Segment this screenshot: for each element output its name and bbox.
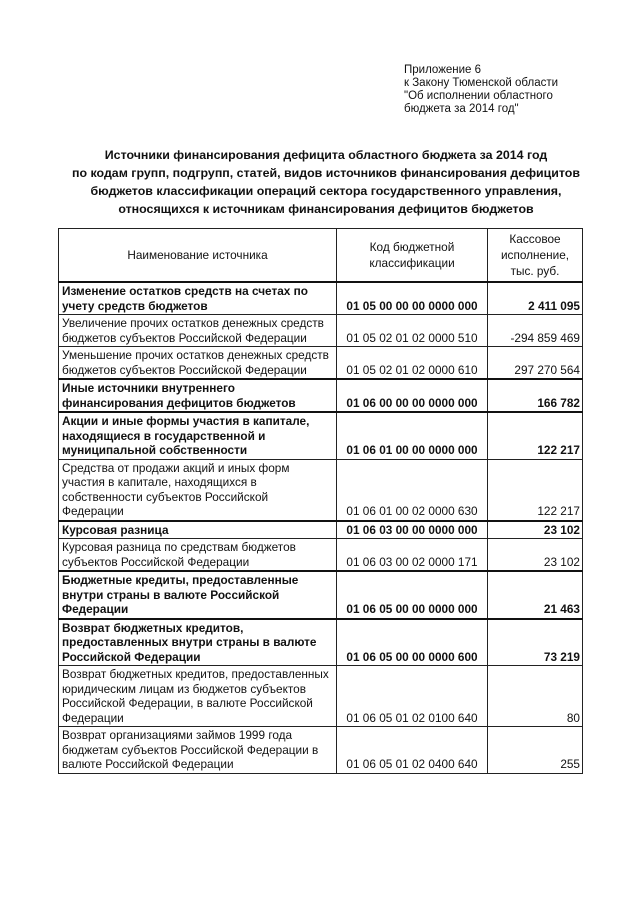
cell-budget-code: 01 06 03 00 02 0000 171 <box>337 539 488 572</box>
cell-amount: -294 859 469 <box>488 315 583 347</box>
cell-source-name: Акции и иные формы участия в капитале, находящиеся в государственной и муниципальной собственности <box>59 412 337 459</box>
title-line-2: по кодам групп, подгрупп, статей, видов источников финансирования дефицитов <box>72 166 580 180</box>
table-row <box>59 412 583 459</box>
table-body <box>59 282 583 773</box>
cell-amount: 23 102 <box>488 521 583 539</box>
cell-budget-code: 01 05 02 01 02 0000 610 <box>337 347 488 380</box>
cell-source-name: Возврат бюджетных кредитов, предоставленных юридическим лицам из бюджетов субъектов Российской Федерации, в валюте Российской Федерации <box>59 666 337 727</box>
table-row <box>59 619 583 666</box>
header-cash-execution: Кассовое исполнение, тыс. руб. <box>488 229 583 283</box>
cell-source-name: Возврат бюджетных кредитов, предоставленных внутри страны в валюте Российской Федерации <box>59 619 337 666</box>
cell-amount: 80 <box>488 666 583 727</box>
cell-amount: 255 <box>488 727 583 774</box>
cell-amount: 297 270 564 <box>488 347 583 380</box>
appendix-block <box>404 64 558 116</box>
cell-budget-code: 01 05 00 00 00 0000 000 <box>337 282 488 315</box>
cell-budget-code: 01 05 02 01 02 0000 510 <box>337 315 488 347</box>
cell-budget-code: 01 06 05 00 00 0000 000 <box>337 571 488 619</box>
cell-budget-code: 01 06 00 00 00 0000 000 <box>337 379 488 412</box>
cell-amount: 2 411 095 <box>488 282 583 315</box>
cell-amount: 73 219 <box>488 619 583 666</box>
table-row <box>59 521 583 539</box>
table-row <box>59 727 583 774</box>
title-line-4: относящихся к источникам финансирования дефицитов бюджетов <box>118 202 534 216</box>
cell-source-name: Курсовая разница <box>59 521 337 539</box>
document-title <box>60 146 592 218</box>
cell-budget-code: 01 06 05 01 02 0100 640 <box>337 666 488 727</box>
header-budget-code: Код бюджетной классификации <box>337 229 488 283</box>
table-row <box>59 282 583 315</box>
cell-amount: 166 782 <box>488 379 583 412</box>
cell-amount: 122 217 <box>488 412 583 459</box>
table-row <box>59 379 583 412</box>
cell-source-name: Курсовая разница по средствам бюджетов субъектов Российской Федерации <box>59 539 337 572</box>
cell-source-name: Возврат организациями займов 1999 года бюджетам субъектов Российской Федерации в валюте Российской Федерации <box>59 727 337 774</box>
cell-budget-code: 01 06 05 01 02 0400 640 <box>337 727 488 774</box>
appendix-line-3: "Об исполнении областного <box>404 90 553 102</box>
cell-source-name: Уменьшение прочих остатков денежных средств бюджетов субъектов Российской Федерации <box>59 347 337 380</box>
table-row <box>59 539 583 572</box>
title-line-3: бюджетов классификации операций сектора государственного управления, <box>90 184 562 198</box>
table-header-row <box>59 229 583 283</box>
cell-amount: 21 463 <box>488 571 583 619</box>
table-row <box>59 459 583 521</box>
cell-budget-code: 01 06 03 00 00 0000 000 <box>337 521 488 539</box>
cell-source-name: Иные источники внутреннего финансирования дефицитов бюджетов <box>59 379 337 412</box>
header-source-name: Наименование источника <box>59 229 337 283</box>
appendix-line-1: Приложение 6 <box>404 64 482 76</box>
financing-sources-table <box>58 228 583 774</box>
cell-budget-code: 01 06 05 00 00 0000 600 <box>337 619 488 666</box>
cell-amount: 122 217 <box>488 459 583 521</box>
cell-budget-code: 01 06 01 00 02 0000 630 <box>337 459 488 521</box>
cell-source-name: Увеличение прочих остатков денежных средств бюджетов субъектов Российской Федерации <box>59 315 337 347</box>
table-row <box>59 347 583 380</box>
table-row <box>59 666 583 727</box>
cell-source-name: Изменение остатков средств на счетах по учету средств бюджетов <box>59 282 337 315</box>
cell-source-name: Средства от продажи акций и иных форм участия в капитале, находящихся в собственности субъектов Российской Федерации <box>59 459 337 521</box>
cell-amount: 23 102 <box>488 539 583 572</box>
table-row <box>59 571 583 619</box>
title-line-1: Источники финансирования дефицита областного бюджета за 2014 год <box>104 148 548 162</box>
appendix-line-4: бюджета за 2014 год" <box>404 103 519 115</box>
cell-source-name: Бюджетные кредиты, предоставленные внутри страны в валюте Российской Федерации <box>59 571 337 619</box>
table-row <box>59 315 583 347</box>
cell-budget-code: 01 06 01 00 00 0000 000 <box>337 412 488 459</box>
appendix-line-2: к Закону Тюменской области <box>404 77 559 89</box>
